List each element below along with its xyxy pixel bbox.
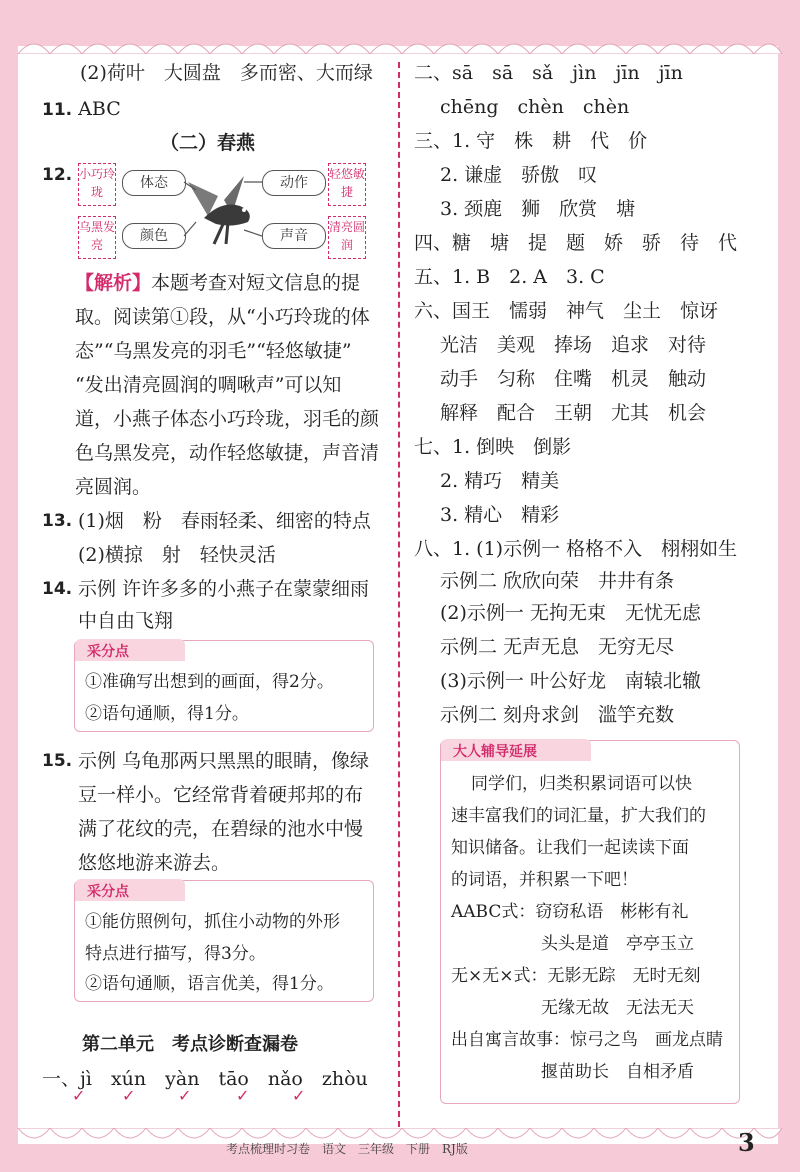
tutor-line-8: 无缘无故 无法无天 bbox=[541, 998, 694, 1018]
right-line-11: 解释 配合 王朝 尤其 机会 bbox=[440, 402, 707, 424]
right-line-19: (3)示例一 叶公好龙 南辕北辙 bbox=[440, 670, 701, 692]
q12-number: 12. bbox=[42, 165, 73, 185]
section-title: （二）春燕 bbox=[160, 132, 256, 154]
right-line-15: 八、1. (1)示例一 格格不入 栩栩如生 bbox=[414, 538, 738, 560]
analysis-line-7: 亮圆润。 bbox=[75, 476, 152, 498]
top-scallop-border bbox=[0, 30, 800, 54]
scoring-box-1-line-1: ①准确写出想到的画面，得2分。 bbox=[85, 672, 334, 692]
unit-title: 第二单元 考点诊断查漏卷 bbox=[82, 1034, 298, 1055]
tutor-box bbox=[440, 740, 740, 1104]
cell-clear-round: 清亮圆润 bbox=[328, 216, 366, 259]
right-line-9: 光洁 美观 捧场 追求 对待 bbox=[440, 334, 707, 356]
pill-posture: 体态 bbox=[122, 170, 186, 196]
scoring-box-2-line-3: ②语句通顺，语言优美，得1分。 bbox=[85, 974, 334, 994]
analysis-line-3: 态”“乌黑发亮的羽毛”“轻悠敏捷” bbox=[75, 340, 352, 362]
analysis-line-6: 色乌黑发亮，动作轻悠敏捷，声音清 bbox=[75, 442, 380, 464]
tutor-line-10: 揠苗助长 自相矛盾 bbox=[541, 1062, 694, 1082]
right-line-20: 示例二 刻舟求剑 滥竽充数 bbox=[440, 704, 675, 726]
tutor-line-4: 的词语，并积累一下吧！ bbox=[451, 870, 638, 890]
right-line-7: 五、1. B 2. A 3. C bbox=[414, 266, 605, 288]
pill-sound: 声音 bbox=[262, 223, 326, 249]
right-line-17: (2)示例一 无拘无束 无忧无虑 bbox=[440, 602, 701, 624]
tutor-line-6: 头头是道 亭亭玉立 bbox=[541, 934, 694, 954]
tutor-line-2: 速丰富我们的词汇量，扩大我们的 bbox=[451, 806, 706, 826]
right-line-1: 二、sā sā sǎ jìn jīn jīn bbox=[414, 62, 683, 84]
scoring-box-2-line-1: ①能仿照例句，抓住小动物的外形 bbox=[85, 912, 340, 932]
tutor-line-7: 无×无×式：无影无踪 无时无刻 bbox=[451, 966, 701, 986]
q11-answer: ABC bbox=[78, 98, 121, 120]
tutor-line-5: AABC式：窃窃私语 彬彬有礼 bbox=[451, 902, 689, 922]
diagram-connectors bbox=[166, 176, 262, 246]
right-line-18: 示例二 无声无息 无穷无尽 bbox=[440, 636, 675, 658]
right-line-14: 3. 精心 精彩 bbox=[440, 504, 560, 526]
right-line-8: 六、国王 懦弱 神气 尘土 惊讶 bbox=[414, 300, 719, 322]
cell-small-exquisite: 小巧玲珑 bbox=[78, 163, 116, 206]
checkmark-icon: ✓ bbox=[292, 1086, 306, 1105]
footer-text: 考点梳理时习卷 语文 三年级 下册 RJ版 bbox=[226, 1142, 468, 1156]
checkmark-icon: ✓ bbox=[72, 1086, 86, 1105]
scoring-box-1 bbox=[74, 640, 374, 732]
pill-action: 动作 bbox=[262, 170, 326, 196]
right-line-4: 2. 谦虚 骄傲 叹 bbox=[440, 164, 598, 186]
column-divider bbox=[398, 62, 400, 1127]
q14-line-2: 中自由飞翔 bbox=[78, 610, 174, 632]
page-number: 3 bbox=[738, 1128, 755, 1157]
q13-line-2: (2)横掠 射 轻快灵活 bbox=[78, 544, 276, 566]
analysis-line-2: 取。阅读第①段，从“小巧玲珑的体 bbox=[75, 306, 370, 328]
q15-line-2: 豆一样小。它经常背着硬邦邦的布 bbox=[78, 784, 364, 806]
analysis-tag: 【解析】 bbox=[75, 272, 152, 294]
q11 bbox=[42, 96, 121, 123]
q14-number: 14. bbox=[42, 579, 73, 599]
scoring-box-2-line-2: 特点进行描写，得3分。 bbox=[85, 944, 266, 964]
right-line-5: 3. 颈鹿 狮 欣赏 塘 bbox=[440, 198, 636, 220]
right-line-2: chēng chèn chèn bbox=[440, 96, 630, 118]
pinyin-line: 一、jì xún yàn tāo nǎo zhòu bbox=[42, 1068, 368, 1090]
checkmark-icon: ✓ bbox=[236, 1086, 250, 1105]
tutor-line-9: 出自寓言故事：惊弓之鸟 画龙点睛 bbox=[451, 1030, 723, 1050]
checkmark-icon: ✓ bbox=[122, 1086, 136, 1105]
right-line-6: 四、糖 塘 提 题 娇 骄 待 代 bbox=[414, 232, 738, 254]
right-line-10: 动手 匀称 住嘴 机灵 触动 bbox=[440, 368, 707, 390]
pill-color: 颜色 bbox=[122, 223, 186, 249]
q11-number: 11. bbox=[42, 100, 73, 120]
q13-number: 13. bbox=[42, 511, 73, 531]
q13-line-1: (1)烟 粉 春雨轻柔、细密的特点 bbox=[78, 510, 371, 532]
tutor-line-3: 知识储备。让我们一起读读下面 bbox=[451, 838, 689, 858]
right-line-16: 示例二 欣欣向荣 井井有条 bbox=[440, 570, 675, 592]
q14-line-1: 示例 许许多多的小燕子在蒙蒙细雨 bbox=[78, 578, 370, 600]
right-line-3: 三、1. 守 株 耕 代 价 bbox=[414, 130, 648, 152]
right-line-12: 七、1. 倒映 倒影 bbox=[414, 436, 572, 458]
tutor-line-1: 同学们，归类积累词语可以快 bbox=[471, 774, 692, 794]
analysis-line-5: 道，小燕子体态小巧玲珑，羽毛的颜 bbox=[75, 408, 380, 430]
cell-light-agile: 轻悠敏捷 bbox=[328, 163, 366, 206]
q15-line-1: 示例 乌龟那两只黑黑的眼睛，像绿 bbox=[78, 750, 370, 772]
left-line-1: (2)荷叶 大圆盘 多而密、大而绿 bbox=[80, 62, 373, 84]
q15-line-3: 满了花纹的壳，在碧绿的池水中慢 bbox=[78, 818, 364, 840]
scoring-box-1-line-2: ②语句通顺，得1分。 bbox=[85, 704, 249, 724]
scoring-box-1-label: 采分点 bbox=[87, 644, 129, 660]
q15-line-4: 悠悠地游来游去。 bbox=[78, 852, 231, 874]
scoring-box-2-label: 采分点 bbox=[87, 884, 129, 900]
analysis-line-4: “发出清亮圆润的啁啾声”可以知 bbox=[75, 374, 342, 396]
tutor-box-label: 大人辅导延展 bbox=[453, 744, 537, 760]
q15-number: 15. bbox=[42, 751, 73, 771]
right-line-13: 2. 精巧 精美 bbox=[440, 470, 560, 492]
scoring-box-2 bbox=[74, 880, 374, 1002]
checkmark-icon: ✓ bbox=[178, 1086, 192, 1105]
cell-black-shiny: 乌黑发亮 bbox=[78, 216, 116, 259]
analysis-line-1: 【解析】本题考查对短文信息的提 bbox=[75, 272, 361, 294]
